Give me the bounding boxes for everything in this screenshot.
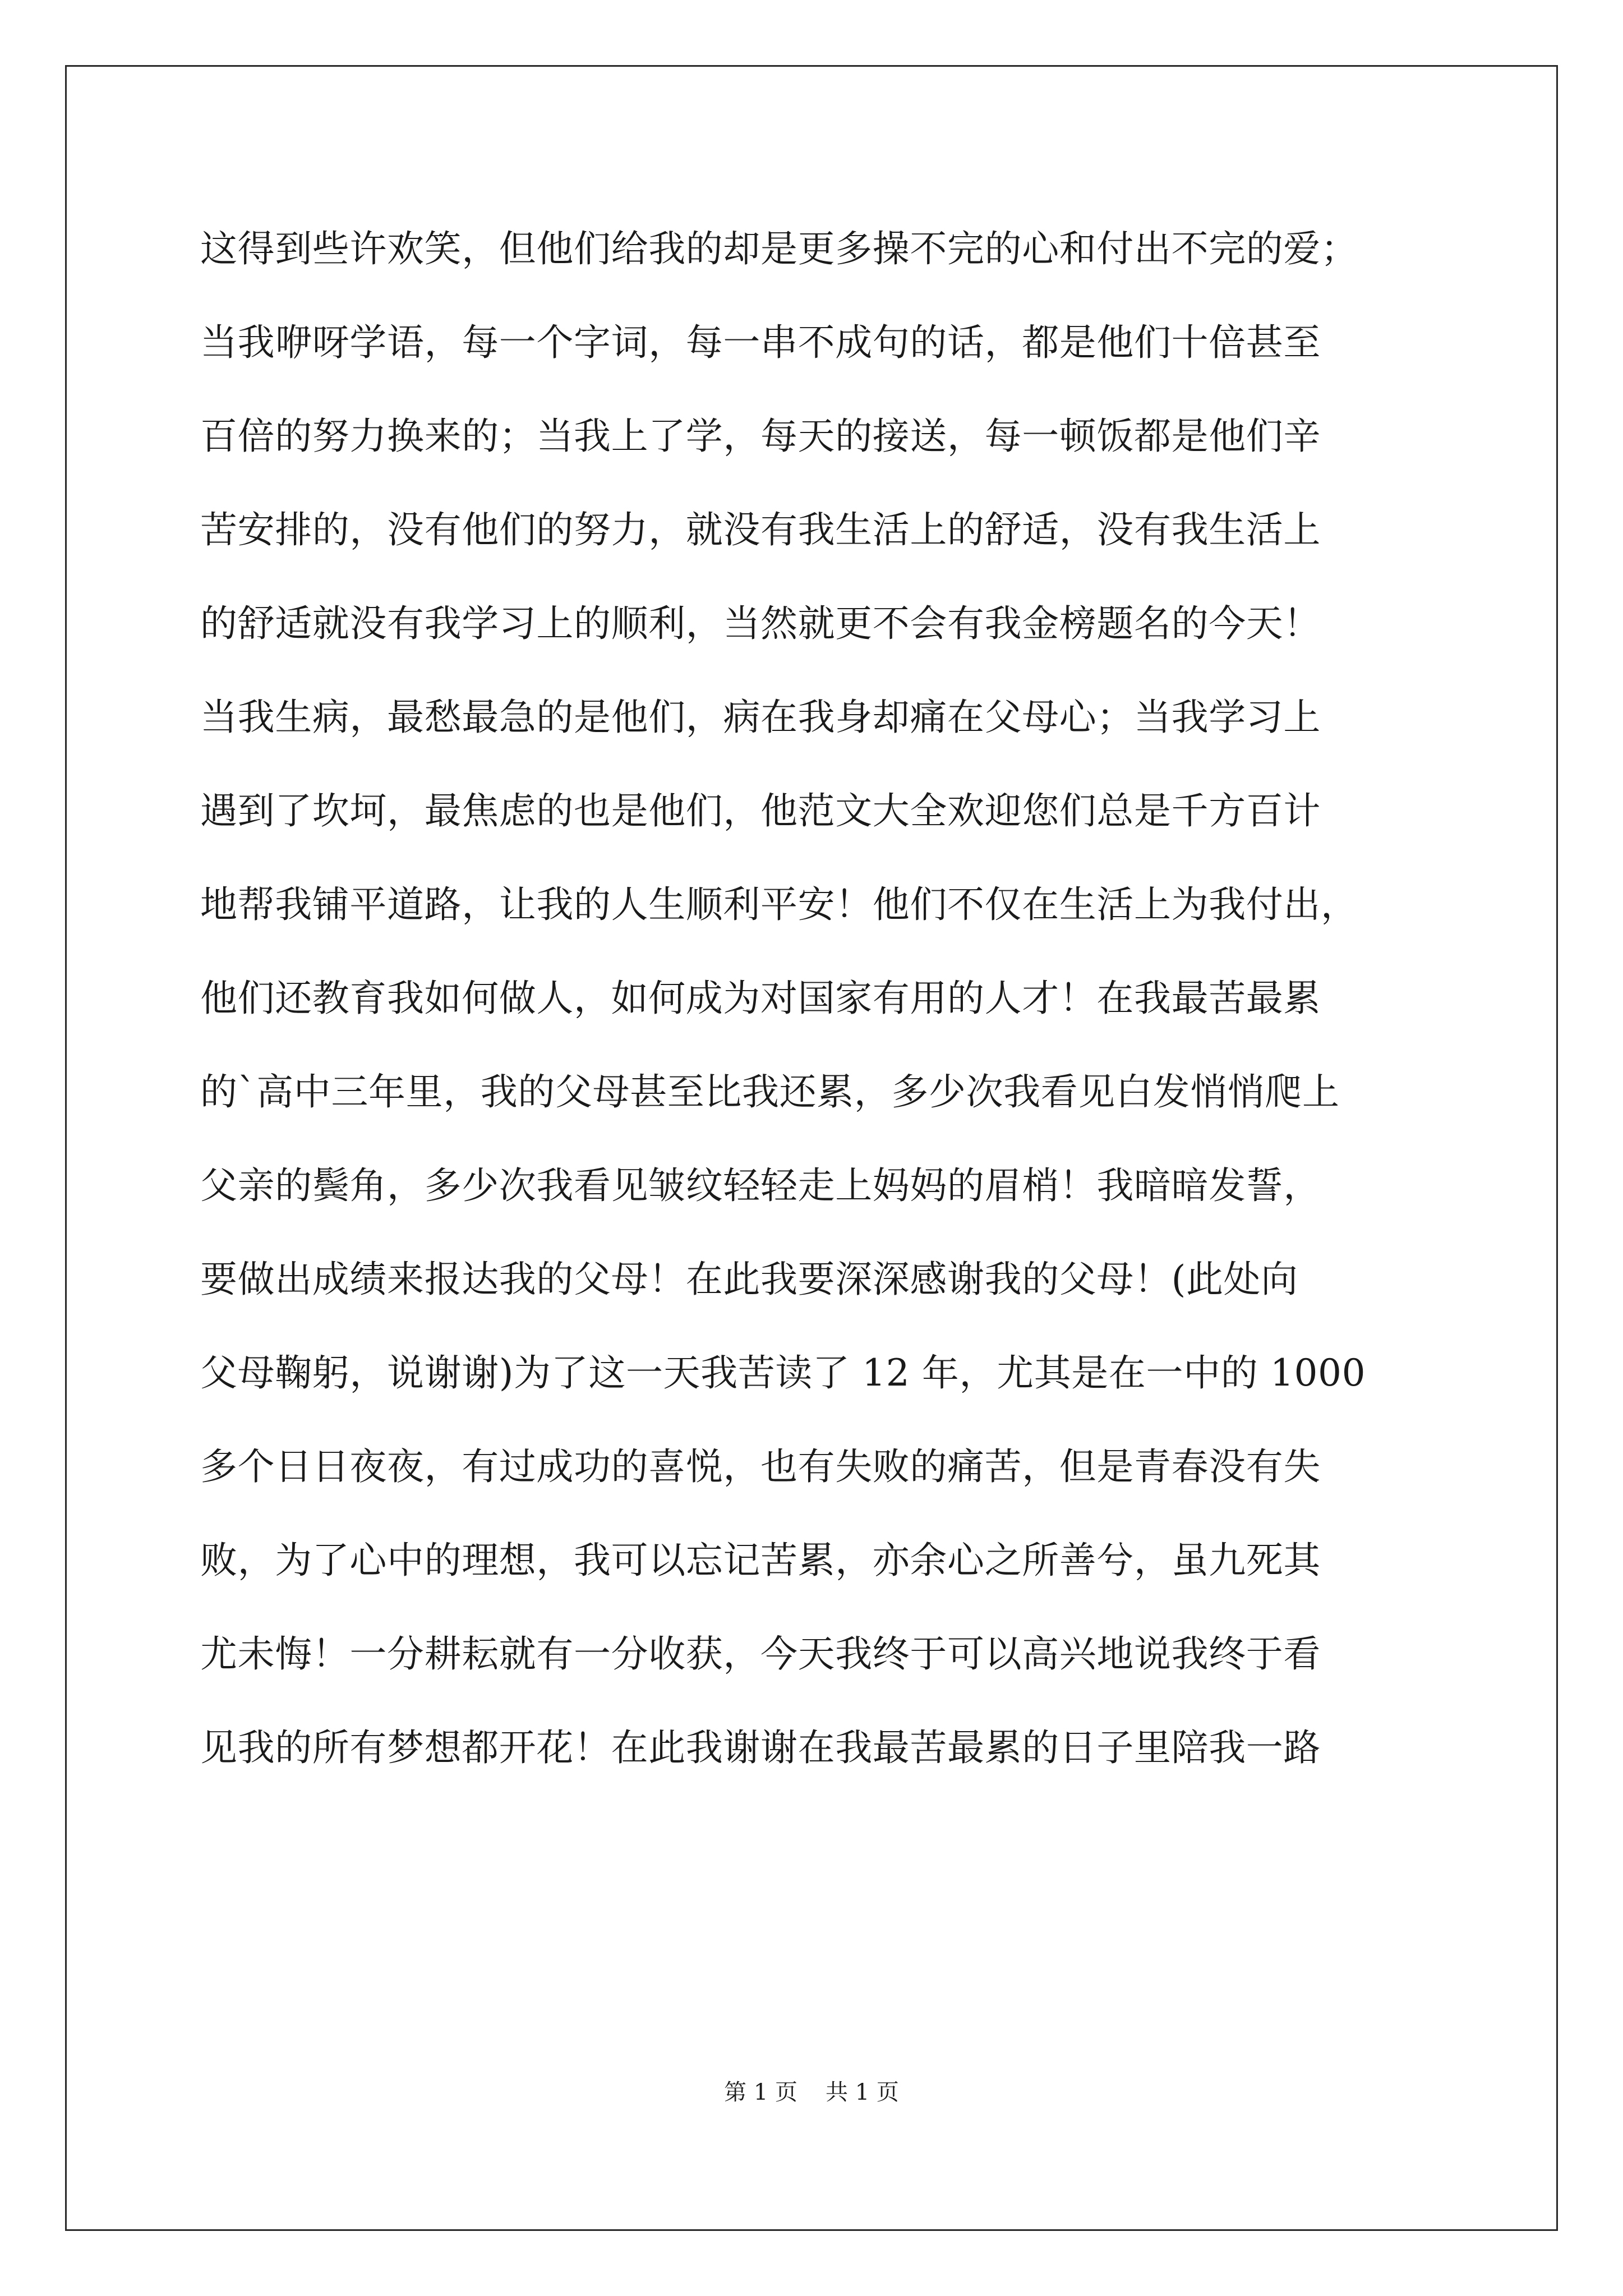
text-line: 遇到了坎坷，最焦虑的也是他们，他范文大全欢迎您们总是千方百计 bbox=[200, 789, 1321, 832]
text-line: 当我咿呀学语，每一个字词，每一串不成句的话，都是他们十倍甚至 bbox=[200, 321, 1321, 364]
text-line: 他们还教育我如何做人，如何成为对国家有用的人才！在我最苦最累 bbox=[200, 977, 1321, 1020]
text-line: 尤未悔！一分耕耘就有一分收获，今天我终于可以高兴地说我终于看 bbox=[200, 1632, 1321, 1676]
text-line: 的舒适就没有我学习上的顺利，当然就更不会有我金榜题名的今天！ bbox=[200, 602, 1321, 645]
text-line: 要做出成绩来报达我的父母！在此我要深深感谢我的父母！(此处向 bbox=[200, 1258, 1298, 1301]
text-line: 败，为了心中的理想，我可以忘记苦累，亦余心之所善兮，虽九死其 bbox=[200, 1539, 1321, 1582]
page-total: 共 1 页 bbox=[826, 2079, 899, 2105]
text-line: 苦安排的，没有他们的努力，就没有我生活上的舒适，没有我生活上 bbox=[200, 508, 1321, 551]
text-line: 百倍的努力换来的；当我上了学，每天的接送，每一顿饭都是他们辛 bbox=[200, 415, 1321, 458]
text-line: 父亲的鬓角，多少次我看见皱纹轻轻走上妈妈的眉梢！我暗暗发誓， bbox=[200, 1164, 1321, 1207]
page-footer bbox=[0, 2076, 1623, 2109]
text-line: 多个日日夜夜，有过成功的喜悦，也有失败的痛苦，但是青春没有失 bbox=[200, 1445, 1321, 1488]
text-line: 当我生病，最愁最急的是他们，病在我身却痛在父母心；当我学习上 bbox=[200, 696, 1321, 739]
document-body bbox=[200, 202, 1434, 1795]
text-line: 父母鞠躬，说谢谢)为了这一天我苦读了 12 年，尤其是在一中的 1000 bbox=[200, 1351, 1366, 1395]
text-line: 地帮我铺平道路，让我的人生顺利平安！他们不仅在生活上为我付出， bbox=[200, 883, 1358, 926]
page-number: 第 1 页 bbox=[724, 2079, 797, 2105]
text-line: 这得到些许欢笑，但他们给我的却是更多操不完的心和付出不完的爱； bbox=[200, 227, 1358, 270]
text-line: 的`高中三年里，我的父母甚至比我还累，多少次我看见白发悄悄爬上 bbox=[200, 1070, 1340, 1114]
text-line: 见我的所有梦想都开花！在此我谢谢在我最苦最累的日子里陪我一路 bbox=[200, 1726, 1321, 1769]
